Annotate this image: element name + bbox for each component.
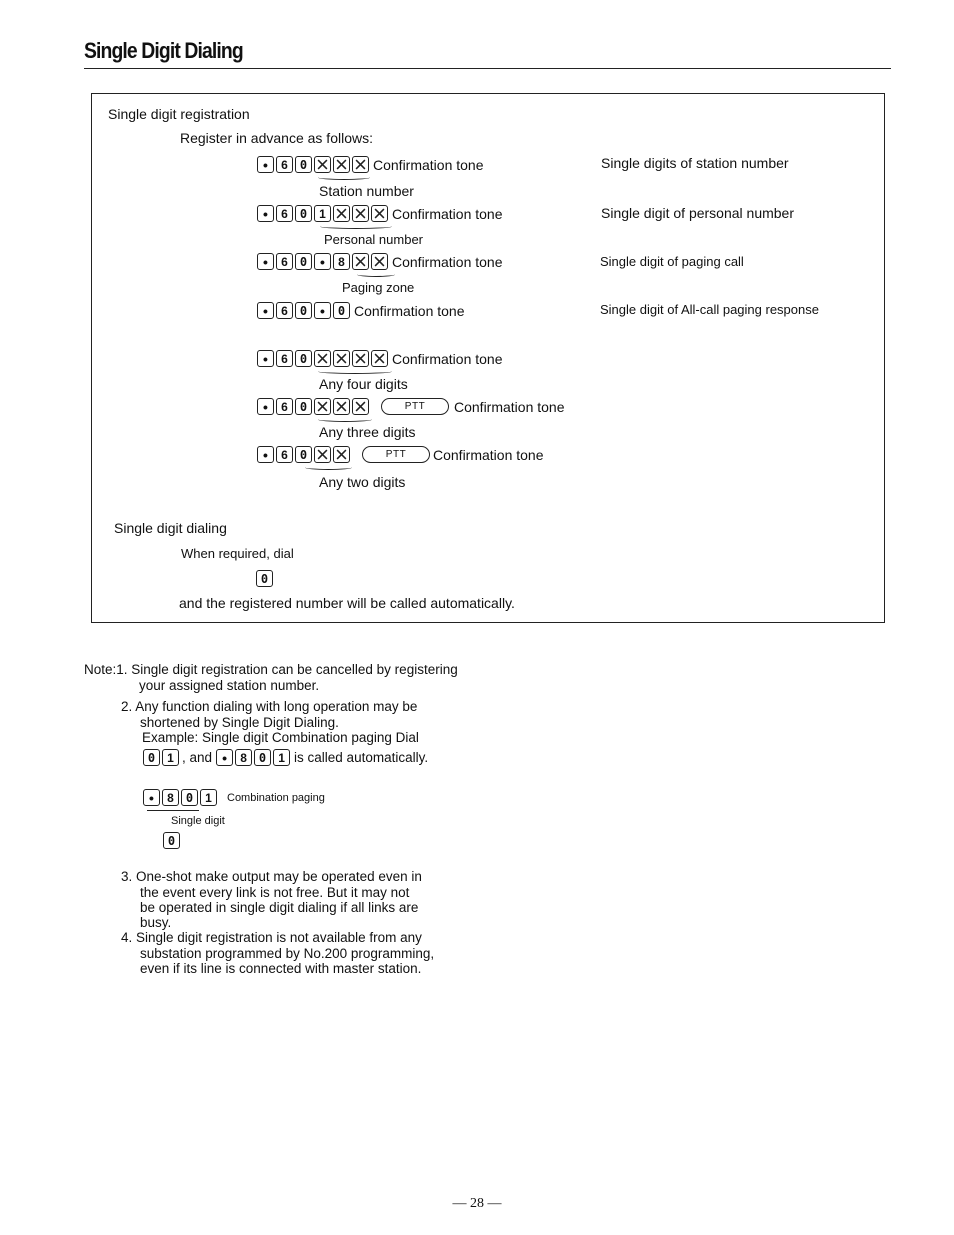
dialing-heading: Single digit dialing bbox=[114, 520, 227, 536]
key-dot: • bbox=[314, 253, 331, 270]
key-sequence-allcall bbox=[257, 302, 465, 319]
key-0: 0 bbox=[181, 789, 198, 806]
key-sequence-two-digits bbox=[257, 446, 544, 463]
key-dot: • bbox=[257, 205, 274, 222]
key-dot: • bbox=[314, 302, 331, 319]
key-0: 0 bbox=[254, 749, 271, 766]
key-x-icon bbox=[352, 156, 369, 173]
key-1: 1 bbox=[273, 749, 290, 766]
example-called: is called automatically. bbox=[294, 749, 429, 765]
note-3-line-3: be operated in single digit dialing if all links are bbox=[140, 900, 419, 915]
key-0: 0 bbox=[143, 749, 160, 766]
key-sequence-personal bbox=[257, 205, 503, 222]
brace bbox=[357, 272, 395, 277]
example-and: , and bbox=[182, 749, 213, 765]
desc-station: Single digits of station number bbox=[601, 155, 789, 171]
key-6: 6 bbox=[276, 446, 293, 463]
confirmation-tone: Confirmation tone bbox=[392, 205, 503, 222]
single-digit-key bbox=[163, 832, 182, 849]
confirmation-tone: Confirmation tone bbox=[433, 446, 544, 463]
registration-intro: Register in advance as follows: bbox=[180, 130, 373, 146]
confirmation-tone: Confirmation tone bbox=[392, 253, 503, 270]
example-sequence bbox=[143, 749, 428, 766]
note-2-line-1: 2. Any function dialing with long operation may be bbox=[121, 699, 418, 714]
key-x-icon bbox=[333, 205, 350, 222]
single-digit-label: Single digit bbox=[171, 815, 225, 827]
key-0: 0 bbox=[295, 398, 312, 415]
key-dot: • bbox=[143, 789, 160, 806]
key-x-icon bbox=[333, 398, 350, 415]
key-dot: • bbox=[257, 302, 274, 319]
key-0: 0 bbox=[163, 832, 180, 849]
label-two-digits: Any two digits bbox=[319, 474, 406, 490]
key-dot: • bbox=[257, 156, 274, 173]
note-4-line-3: even if its line is connected with master station. bbox=[140, 961, 422, 976]
label-station-number: Station number bbox=[319, 183, 414, 199]
confirmation-tone: Confirmation tone bbox=[354, 302, 465, 319]
key-dot: • bbox=[257, 253, 274, 270]
key-dot: • bbox=[216, 749, 233, 766]
key-sequence-three-digits bbox=[257, 398, 565, 415]
brace bbox=[318, 175, 370, 180]
confirmation-tone: Confirmation tone bbox=[373, 156, 484, 173]
key-x-icon bbox=[352, 253, 369, 270]
key-x-icon bbox=[333, 156, 350, 173]
note-4-line-2: substation programmed by No.200 programming, bbox=[140, 946, 435, 961]
key-0: 0 bbox=[295, 253, 312, 270]
key-0: 0 bbox=[256, 570, 273, 587]
key-x-icon bbox=[352, 398, 369, 415]
key-x-icon bbox=[371, 205, 388, 222]
note-3-line-1: 3. One-shot make output may be operated even in bbox=[121, 869, 422, 884]
key-1: 1 bbox=[200, 789, 217, 806]
label-paging-zone: Paging zone bbox=[342, 280, 415, 295]
key-x-icon bbox=[333, 350, 350, 367]
combination-sequence bbox=[143, 789, 325, 806]
dialing-when: When required, dial bbox=[181, 546, 294, 561]
key-6: 6 bbox=[276, 253, 293, 270]
key-x-icon bbox=[333, 446, 350, 463]
note-3-line-4: busy. bbox=[140, 915, 172, 930]
brace bbox=[305, 465, 352, 470]
desc-allcall: Single digit of All-call paging response bbox=[600, 302, 819, 317]
key-6: 6 bbox=[276, 205, 293, 222]
key-x-icon bbox=[314, 446, 331, 463]
key-6: 6 bbox=[276, 302, 293, 319]
note-1-line-1: Note:1. Single digit registration can be cancelled by registering bbox=[84, 662, 458, 677]
note-1-line-2: your assigned station number. bbox=[139, 678, 320, 693]
key-x-icon bbox=[352, 350, 369, 367]
ptt-button: PTT bbox=[381, 398, 449, 415]
brace bbox=[318, 369, 392, 374]
key-0: 0 bbox=[295, 205, 312, 222]
label-three-digits: Any three digits bbox=[319, 424, 416, 440]
registration-heading: Single digit registration bbox=[108, 106, 250, 122]
dialing-result: and the registered number will be called automatically. bbox=[179, 595, 515, 611]
key-0: 0 bbox=[295, 446, 312, 463]
note-3-line-2: the event every link is not free. But it may not bbox=[140, 885, 410, 900]
key-dot: • bbox=[257, 398, 274, 415]
key-0: 0 bbox=[333, 302, 350, 319]
title-rule bbox=[84, 68, 891, 69]
ptt-button: PTT bbox=[362, 446, 430, 463]
desc-paging: Single digit of paging call bbox=[600, 254, 744, 269]
key-8: 8 bbox=[235, 749, 252, 766]
key-1: 1 bbox=[314, 205, 331, 222]
brace bbox=[320, 224, 392, 229]
combination-paging-label: Combination paging bbox=[227, 791, 325, 804]
note-2-line-2: shortened by Single Digit Dialing. bbox=[140, 715, 339, 730]
key-0: 0 bbox=[295, 302, 312, 319]
key-x-icon bbox=[371, 253, 388, 270]
brace bbox=[147, 810, 199, 811]
page-number: — 28 — bbox=[452, 1196, 502, 1211]
key-x-icon bbox=[314, 156, 331, 173]
key-dot: • bbox=[257, 350, 274, 367]
key-8: 8 bbox=[162, 789, 179, 806]
dial-key bbox=[256, 570, 275, 587]
confirmation-tone: Confirmation tone bbox=[392, 350, 503, 367]
key-1: 1 bbox=[162, 749, 179, 766]
key-x-icon bbox=[314, 398, 331, 415]
label-personal-number: Personal number bbox=[324, 232, 423, 247]
key-6: 6 bbox=[276, 156, 293, 173]
key-sequence-paging bbox=[257, 253, 503, 270]
key-dot: • bbox=[257, 446, 274, 463]
key-8: 8 bbox=[333, 253, 350, 270]
note-4-line-1: 4. Single digit registration is not available from any bbox=[121, 930, 422, 945]
key-sequence-station bbox=[257, 156, 484, 173]
key-0: 0 bbox=[295, 350, 312, 367]
note-2-line-3: Example: Single digit Combination paging Dial bbox=[142, 730, 419, 745]
key-x-icon bbox=[314, 350, 331, 367]
key-x-icon bbox=[352, 205, 369, 222]
label-four-digits: Any four digits bbox=[319, 376, 408, 392]
key-6: 6 bbox=[276, 398, 293, 415]
desc-personal: Single digit of personal number bbox=[601, 205, 795, 221]
key-x-icon bbox=[371, 350, 388, 367]
key-6: 6 bbox=[276, 350, 293, 367]
key-sequence-four-digits bbox=[257, 350, 503, 367]
page-title: Single Digit Dialing bbox=[84, 38, 243, 63]
confirmation-tone: Confirmation tone bbox=[454, 398, 565, 415]
key-0: 0 bbox=[295, 156, 312, 173]
brace bbox=[318, 417, 372, 422]
